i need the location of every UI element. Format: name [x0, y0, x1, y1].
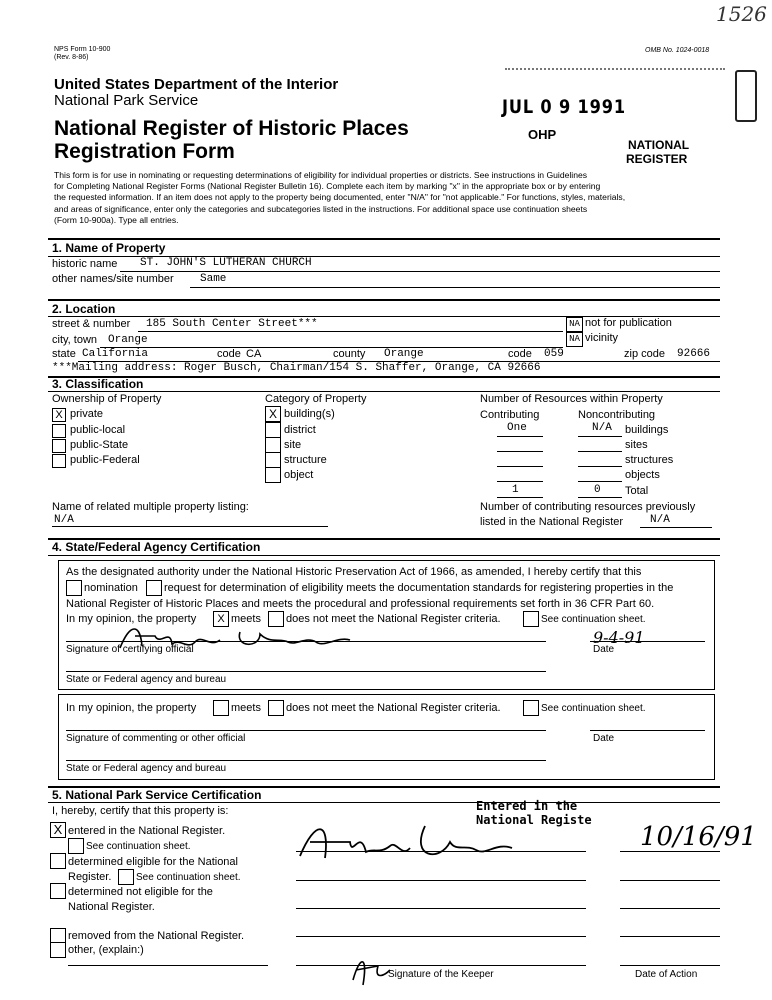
form-title-line1: National Register of Historic Places: [54, 117, 409, 140]
see-continuation-checkbox[interactable]: [523, 611, 539, 627]
request-determination-checkbox[interactable]: [146, 580, 162, 596]
date-of-action-label: Date of Action: [635, 969, 698, 980]
field-underline: [578, 466, 622, 467]
instruction-line: and areas of significance, enter only the categories and subcategories listed in the instructions. For additional space use continuation sheets: [54, 203, 588, 214]
field-underline: [497, 497, 543, 498]
ownership-label: public-Federal: [70, 454, 140, 466]
field-underline: [100, 347, 563, 348]
determined-eligible-label-1: determined eligible for the National: [68, 856, 238, 868]
field-underline: [497, 481, 543, 482]
code-label: code: [217, 348, 241, 360]
section-rule: [48, 299, 720, 301]
eligible-continuation-label: See continuation sheet.: [136, 872, 241, 883]
instruction-line: (Form 10-900a). Type all entries.: [54, 214, 179, 225]
contributing-count[interactable]: One: [507, 422, 527, 434]
entered-continuation-checkbox[interactable]: [68, 838, 84, 854]
not-for-publication-label: not for publication: [585, 317, 672, 329]
determined-eligible-checkbox[interactable]: [50, 853, 66, 869]
resources-heading: Number of Resources within Property: [480, 393, 663, 405]
section3-heading: 3. Classification: [52, 377, 144, 391]
ownership-label: private: [70, 408, 104, 420]
category-structure-checkbox[interactable]: [265, 452, 281, 468]
meets-checkbox-2[interactable]: [213, 700, 229, 716]
category-label: district: [284, 424, 316, 436]
category-label: site: [284, 439, 302, 451]
county-label: county: [333, 348, 366, 360]
nps-cert-intro: I, hereby, certify that this property is:: [52, 805, 229, 817]
signature-line: [66, 730, 546, 731]
zip-value[interactable]: 92666: [677, 348, 711, 360]
section1-heading: 1. Name of Property: [52, 241, 166, 255]
category-label: building(s): [284, 408, 335, 420]
see-continuation-checkbox-2[interactable]: [523, 700, 539, 716]
field-underline: [497, 436, 543, 437]
nps-date-line: [620, 908, 720, 909]
category-heading: Category of Property: [265, 393, 367, 405]
ownership-public-state-checkbox[interactable]: [52, 439, 66, 453]
city-label: city, town: [52, 334, 98, 346]
nps-line: [296, 851, 586, 852]
meets-label: meets: [231, 613, 261, 625]
initials-stroke: [353, 962, 390, 985]
entered-stamp-line1: Entered in the: [476, 799, 578, 813]
historic-name-label: historic name: [52, 258, 118, 270]
noncontributing-total[interactable]: 0: [594, 484, 601, 496]
received-stamp-date: JUL 0 9 1991: [502, 96, 626, 118]
other-checkbox[interactable]: [50, 942, 66, 958]
other-label: other, (explain:): [68, 944, 144, 956]
agency-service: National Park Service: [54, 92, 199, 109]
agency-line: [66, 760, 546, 761]
field-underline: [640, 527, 712, 528]
section-rule: [48, 238, 720, 240]
city-value[interactable]: Orange: [108, 334, 148, 346]
register-stamp: REGISTER: [626, 152, 688, 166]
keeper-signature: [290, 818, 520, 868]
category-district-checkbox[interactable]: [265, 422, 281, 438]
resource-total-label: Total: [625, 485, 649, 497]
ownership-heading: Ownership of Property: [52, 393, 162, 405]
field-underline: [578, 451, 622, 452]
field-underline: [497, 451, 543, 452]
corner-handwritten-mark: 1526: [716, 2, 767, 26]
instruction-line: This form is for use in nominating or requesting determinations of eligibility for individual properties or districts. See instructions in Guidelines: [54, 170, 588, 180]
entered-continuation-label: See continuation sheet.: [86, 841, 191, 852]
county-code-value[interactable]: 059: [544, 348, 564, 360]
contributing-total[interactable]: 1: [512, 484, 519, 496]
state-label: state: [52, 348, 76, 360]
noncontributing-count[interactable]: N/A: [592, 422, 612, 434]
vicinity-box[interactable]: NA: [566, 332, 583, 347]
resource-type-label: sites: [625, 439, 648, 451]
entered-stamp-line2: National Registe: [476, 813, 592, 827]
does-not-meet-label-2: does not meet the National Register criteria.: [286, 702, 501, 714]
form-title-line2: Registration Form: [54, 140, 235, 163]
state-agency-label-2: State or Federal agency and bureau: [66, 763, 227, 774]
field-underline: [190, 287, 720, 288]
ownership-public-federal-checkbox[interactable]: [52, 454, 66, 468]
nomination-checkbox[interactable]: [66, 580, 82, 596]
eligible-continuation-checkbox[interactable]: [118, 869, 134, 885]
zip-label: zip code: [624, 348, 665, 360]
determined-not-eligible-label-2: National Register.: [68, 901, 155, 913]
category-object-checkbox[interactable]: [265, 467, 281, 483]
previously-listed-value[interactable]: N/A: [650, 514, 670, 526]
section-rule: [48, 376, 720, 378]
agency-line: [66, 671, 546, 672]
instruction-line: the requested information. If an item does not apply to the property being documented, enter "N/A" for "not applicable." For functions, styles, materials,: [54, 192, 626, 203]
signature-stroke: [300, 826, 512, 858]
nps-date-line: [620, 965, 720, 966]
previously-listed-label-1: Number of contributing resources previously: [480, 501, 696, 513]
meets-checkbox[interactable]: X: [213, 611, 229, 627]
see-continuation-label: See continuation sheet.: [541, 614, 646, 625]
county-value[interactable]: Orange: [384, 348, 424, 360]
other-names-label: other names/site number: [52, 273, 174, 285]
national-stamp: NATIONAL: [628, 138, 690, 152]
resource-type-label: structures: [625, 454, 674, 466]
keeper-signature-label: Signature of the Keeper: [388, 969, 494, 980]
noncontributing-heading: Noncontributing: [578, 409, 656, 421]
stamp-smudge: [505, 68, 725, 86]
field-underline: [497, 466, 543, 467]
signature-certifying-label: Signature of certifying official: [66, 644, 194, 655]
certifying-date[interactable]: 9-4-91: [593, 628, 645, 647]
section-rule: [48, 555, 720, 556]
nomination-label: nomination: [84, 582, 138, 594]
does-not-meet-checkbox-2[interactable]: [268, 700, 284, 716]
ownership-label: public-State: [70, 439, 129, 451]
street-value[interactable]: 185 South Center Street***: [146, 318, 318, 330]
field-underline: [578, 436, 622, 437]
not-for-publication-box[interactable]: NA: [566, 317, 583, 332]
nps-line: [296, 880, 586, 881]
field-underline: [578, 497, 622, 498]
section-rule: [48, 391, 720, 392]
resource-type-label: buildings: [625, 424, 669, 436]
nps-date-line: [620, 936, 720, 937]
section4-heading: 4. State/Federal Agency Certification: [52, 540, 261, 554]
section-rule: [48, 802, 720, 803]
instruction-line: for Completing National Register Forms (National Register Bulletin 16). Complete each item by marking "x" in the appropriate box or by entering: [54, 181, 601, 192]
state-agency-label: State or Federal agency and bureau: [66, 674, 227, 685]
street-label: street & number: [52, 318, 131, 330]
nps-line: [296, 936, 586, 937]
category-site-checkbox[interactable]: [265, 437, 281, 453]
section2-heading: 2. Location: [52, 302, 116, 316]
ownership-label: public-local: [70, 424, 126, 436]
category-label: structure: [284, 454, 327, 466]
date-label: Date: [593, 644, 615, 655]
signature-line: [66, 641, 546, 642]
instructions-block: [54, 170, 625, 226]
category-label: object: [284, 469, 314, 481]
removed-label: removed from the National Register.: [68, 930, 245, 942]
date-line: [590, 730, 705, 731]
nps-line: [296, 965, 586, 966]
resource-type-label: objects: [625, 469, 660, 481]
cert-line3: National Register of Historic Places and meets the procedural and professional requirements set forth in 36 CFR Part 60.: [66, 598, 655, 610]
entered-label: entered in the National Register.: [68, 825, 226, 837]
field-underline: [138, 331, 563, 332]
category-buildings-checkbox[interactable]: X: [265, 406, 281, 422]
county-code-label: code: [508, 348, 532, 360]
agency-department: United States Department of the Interior: [54, 76, 339, 93]
section5-heading: 5. National Park Service Certification: [52, 788, 262, 802]
historic-name-value[interactable]: ST. JOHN'S LUTHERAN CHURCH: [140, 257, 312, 269]
previously-listed-label-2: listed in the National Register: [480, 516, 624, 528]
nps-date-line: [620, 851, 720, 852]
entered-checkbox[interactable]: X: [50, 822, 66, 838]
field-underline: [120, 271, 720, 272]
code-value[interactable]: CA: [246, 348, 262, 360]
explain-line: [68, 965, 268, 966]
vicinity-label: vicinity: [585, 332, 619, 344]
ownership-private-checkbox[interactable]: X: [52, 408, 66, 422]
cert-line1: As the designated authority under the National Historic Preservation Act of 1966, as amended, I hereby certify that this: [66, 566, 642, 578]
contributing-heading: Contributing: [480, 409, 540, 421]
date-line: [590, 641, 705, 642]
commenting-signature-label: Signature of commenting or other official: [66, 733, 246, 744]
opinion-lead-2: In my opinion, the property: [66, 702, 197, 714]
nps-date-line: [620, 880, 720, 881]
determined-eligible-label-2: Register.: [68, 871, 112, 883]
state-value[interactable]: California: [82, 348, 149, 360]
multiple-listing-value[interactable]: N/A: [54, 514, 74, 526]
cert-line2: request for determination of eligibility meets the documentation standards for registering properties in the: [164, 582, 674, 594]
date-label-2: Date: [593, 733, 615, 744]
mailing-address: ***Mailing address: Roger Busch, Chairman/154 S. Shaffer, Orange, CA 92666: [52, 362, 541, 374]
multiple-listing-label: Name of related multiple property listing:: [52, 501, 249, 513]
other-names-value[interactable]: Same: [200, 273, 227, 285]
form-id-line1: NPS Form 10-900: [54, 46, 111, 53]
see-continuation-label-2: See continuation sheet.: [541, 703, 646, 714]
meets-label-2: meets: [231, 702, 261, 714]
field-underline: [578, 481, 622, 482]
ohp-stamp: OHP: [528, 127, 557, 142]
form-id-line2: (Rev. 8-86): [54, 54, 89, 61]
opinion-lead: In my opinion, the property: [66, 613, 197, 625]
field-underline: [52, 526, 328, 527]
determined-not-eligible-checkbox[interactable]: [50, 883, 66, 899]
stamp-bracket: [735, 70, 757, 122]
action-date[interactable]: 10/16/91: [640, 822, 757, 852]
determined-not-eligible-label-1: determined not eligible for the: [68, 886, 213, 898]
does-not-meet-label: does not meet the National Register criteria.: [286, 613, 501, 625]
nps-line: [296, 908, 586, 909]
omb-number: OMB No. 1024-0018: [645, 47, 710, 54]
ownership-public-local-checkbox[interactable]: [52, 424, 66, 438]
